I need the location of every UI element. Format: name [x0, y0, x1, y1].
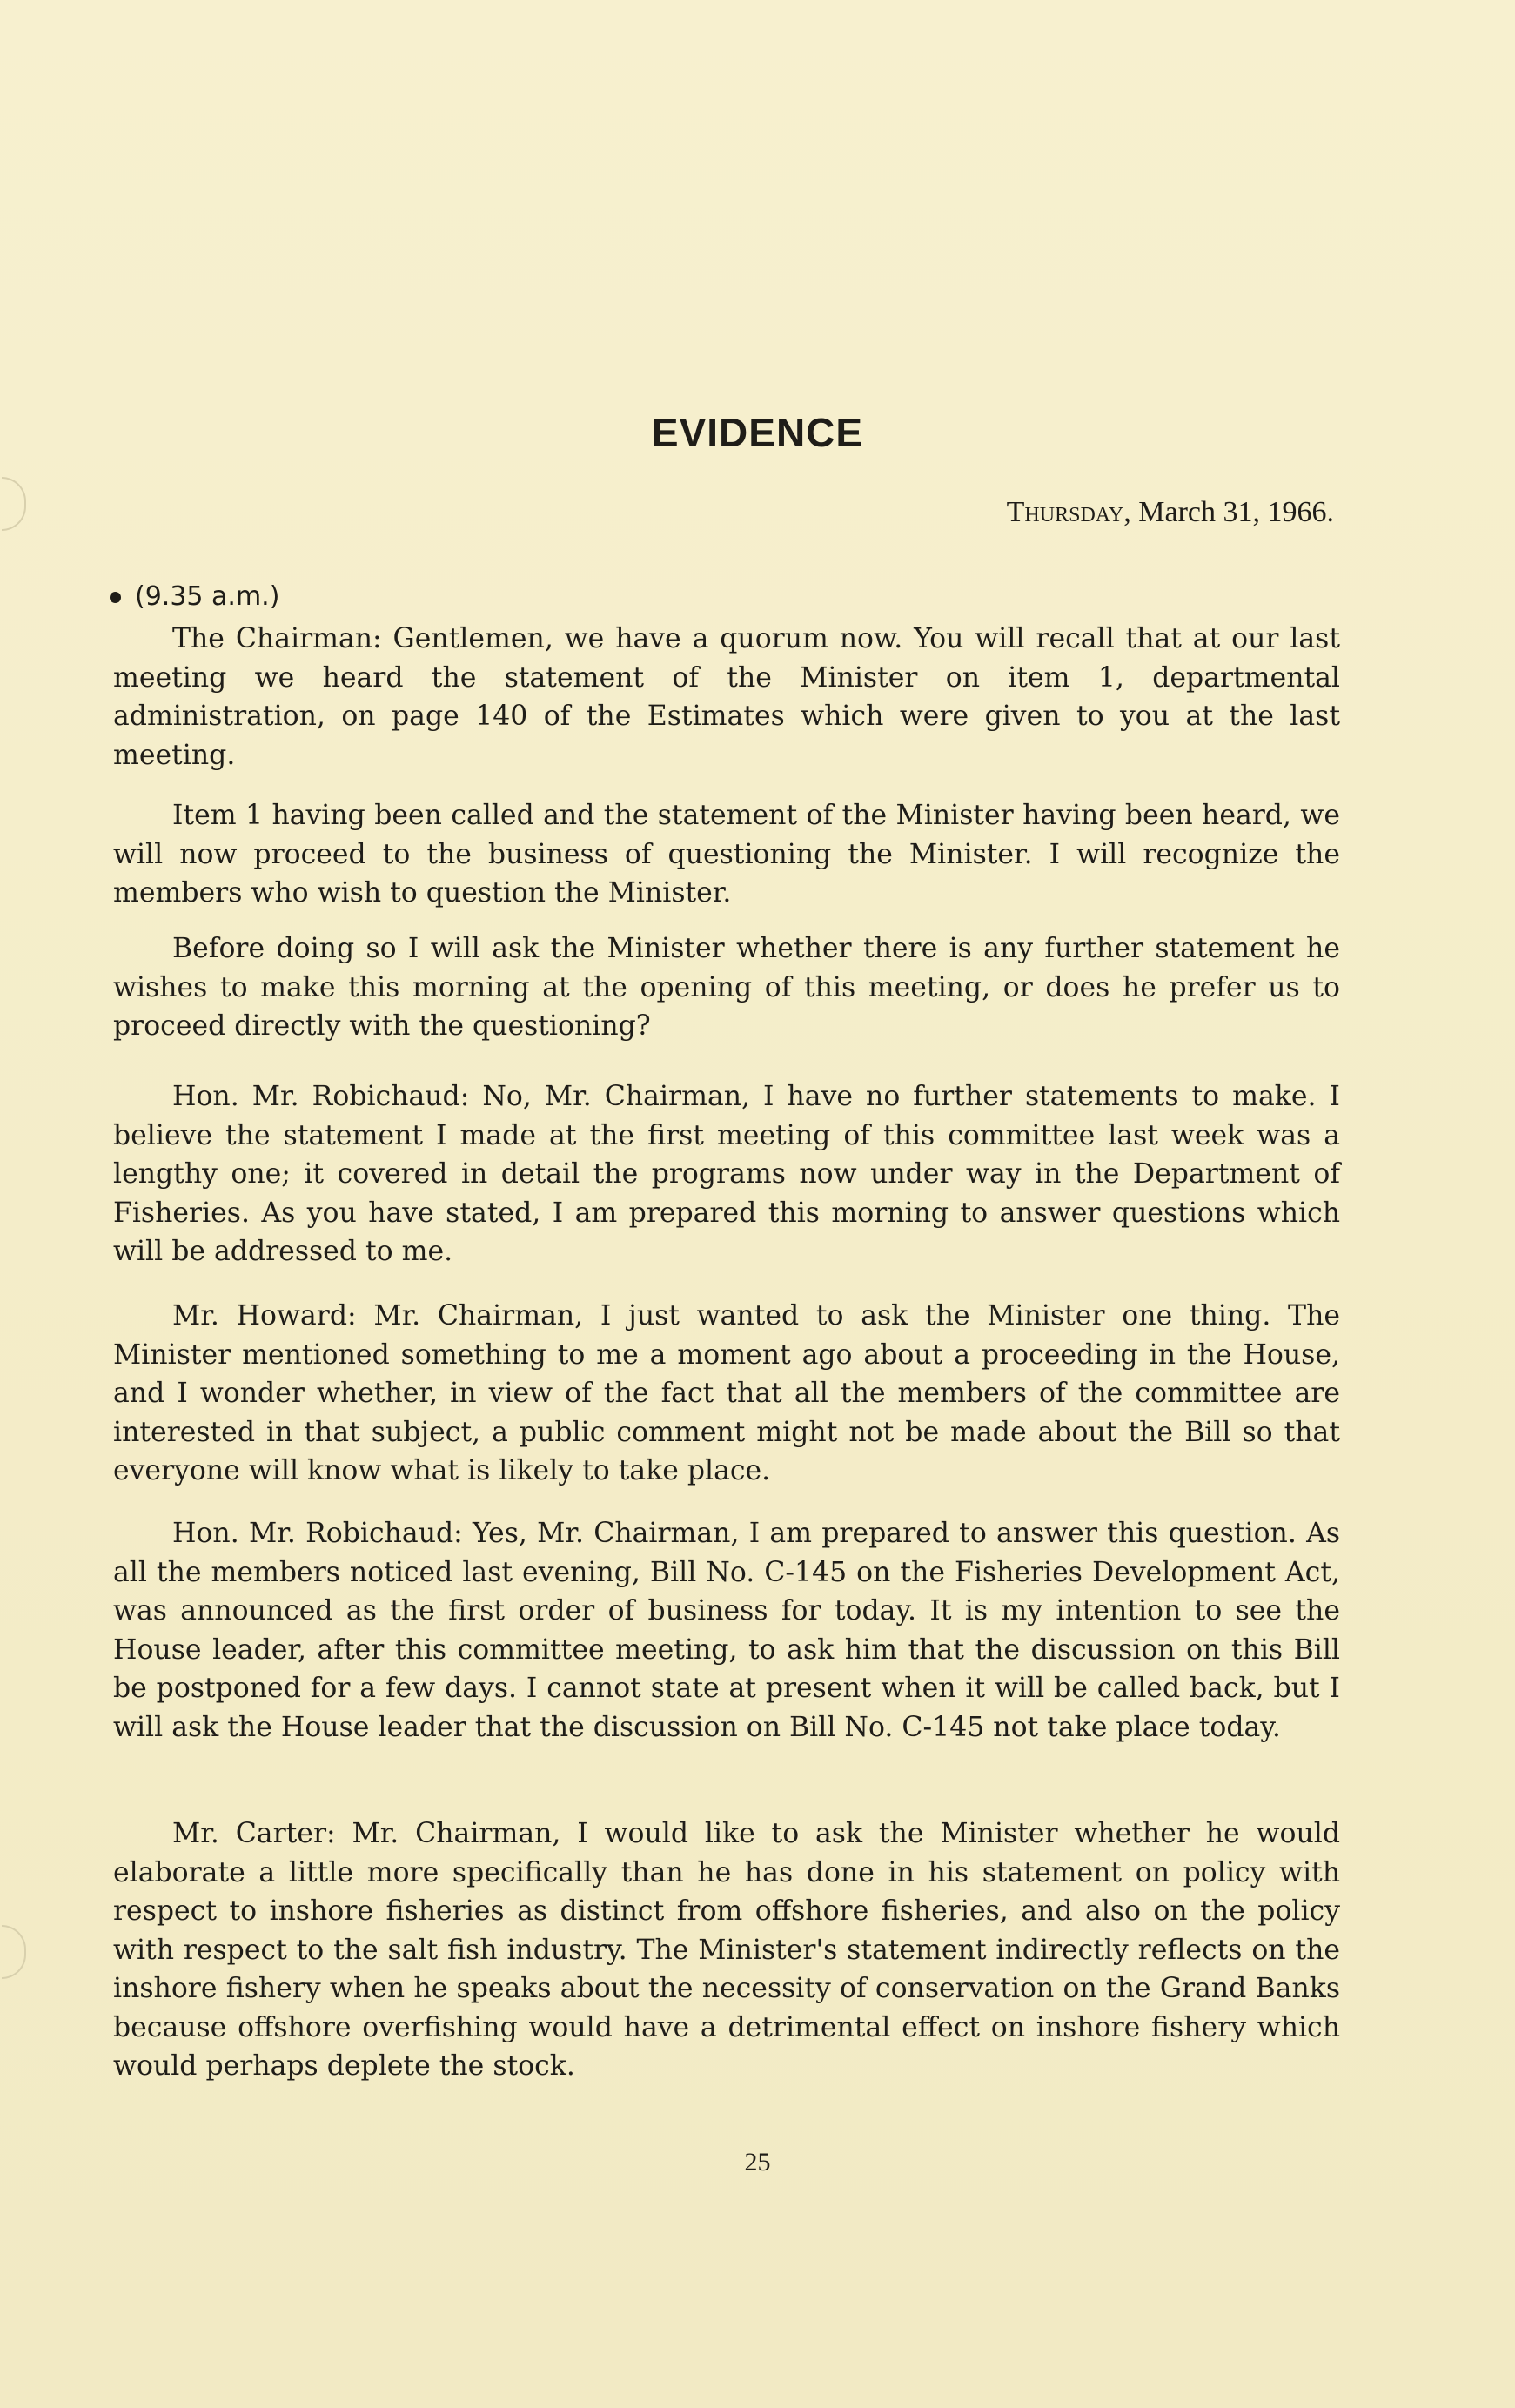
binding-hole-decoration	[2, 1925, 26, 1979]
binding-hole-decoration	[2, 477, 26, 531]
page-number: 25	[744, 2148, 771, 2177]
session-date-rest: , March 31, 1966.	[1123, 496, 1334, 528]
paragraph-robichaud-answer: Hon. Mr. Robichaud: Yes, Mr. Chairman, I am prepared to answer this question. As all the members noticed last evening, Bill No. C-145 on the Fisheries Development Act, was announced as the first order of business for today. It is my intention to see the House leader, after this committee meeting, to ask him that the discussion on this Bill be postponed for a few days. I cannot state at present when it will be called back, but I will ask the House leader that the discussion on Bill No. C-145 not take place today.	[113, 1518, 1340, 1743]
session-date	[905, 496, 1334, 529]
paragraph-chairman-opening: The Chairman: Gentlemen, we have a quorum now. You will recall that at our last meeting we heard the statement of the Minister on item 1, departmental administration, on page 140 of the Estimates which were given to you at the last meeting.	[113, 623, 1340, 771]
time-marker	[110, 581, 279, 612]
session-date-day: Thursday	[1006, 496, 1124, 528]
page-title: EVIDENCE	[651, 410, 864, 455]
paragraph-robichaud-reply: Hon. Mr. Robichaud: No, Mr. Chairman, I have no further statements to make. I believe the statement I made at the first meeting of this committee last week was a lengthy one; it covered in detail the programs now under way in the Department of Fisheries. As you have stated, I am prepared this morning to answer questions which will be addressed to me.	[113, 1081, 1340, 1267]
paragraph-chairman-further-statement: Before doing so I will ask the Minister whether there is any further statement he wishes to make this morning at the opening of this meeting, or does he prefer us to proceed directly with the questioning?	[113, 933, 1340, 1042]
time-marker-text: (9.35 a.m.)	[135, 581, 280, 612]
paragraph-chairman-item-1: Item 1 having been called and the statement of the Minister having been heard, we will now proceed to the business of questioning the Minister. I will recognize the members who wish to question the Minister.	[113, 800, 1340, 909]
bullet-icon	[110, 592, 121, 603]
paragraph-howard-question: Mr. Howard: Mr. Chairman, I just wanted to ask the Minister one thing. The Minister mentioned something to me a moment ago about a proceeding in the House, and I wonder whether, in view of the fact that all the members of the committee are interested in that subject, a public comment might not be made about the Bill so that everyone will know what is likely to take place.	[113, 1300, 1340, 1486]
paragraph-carter-question: Mr. Carter: Mr. Chairman, I would like to ask the Minister whether he would elaborate a little more specifically than he has done in his statement on policy with respect to inshore fisheries as distinct from offshore fisheries, and also on the policy with respect to the salt fish industry. The Minister's statement indirectly reflects on the inshore fishery when he speaks about the necessity of conservation on the Grand Banks because offshore overfishing would have a detrimental effect on inshore fishery which would perhaps deplete the stock.	[113, 1818, 1340, 2082]
